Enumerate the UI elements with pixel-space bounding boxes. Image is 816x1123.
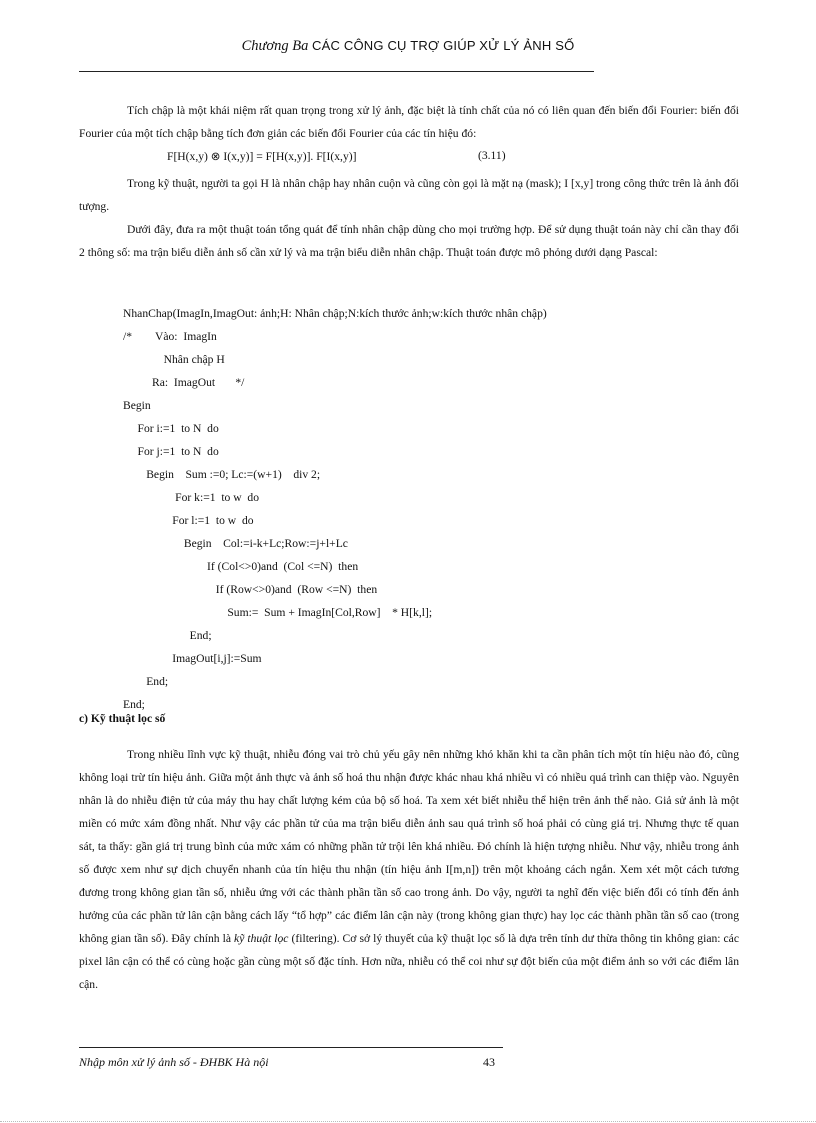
paragraph-convolution: Tích chập là một khái niệm rất quan trọng trong xử lý ảnh, đặc biệt là tính chất của nó có liên quan đến biến đổi Fourier: biến đổi Fourier của một tích chập bằng tích đơn giản các biến đổi Fourier của các tín hiệu đó: [79,104,739,140]
code-line: End; [123,698,145,711]
chapter-title: CÁC CÔNG CỤ TRỢ GIÚP XỬ LÝ ẢNH SỐ [312,38,575,53]
paragraph-kernel: Trong kỹ thuật, người ta gọi H là nhân chập hay nhân cuộn và cũng còn gọi là mặt nạ (mask); I [x,y] trong công thức trên là ảnh đối tượng. [79,177,739,213]
formula: F[H(x,y) ⊗ I(x,y)] = F[H(x,y)]. F[I(x,y)] [167,150,357,163]
formula-number: (3.11) [478,149,506,162]
code-line: If (Row<>0)and (Row <=N) then [123,583,378,596]
footer-text: Nhập môn xử lý ảnh số - ĐHBK Hà nội [79,1055,269,1069]
paragraph-text-b: (filtering). Cơ sở lý thuyết của kỹ thuật lọc số là dựa trên tính dư thừa thông tin không gian: các pixel lân cận có thể có cùng hoặc gần cùng một số đặc tính. Hơn nữa, nhiễu có thể coi như sự đột biến của một điểm ảnh so với các điểm lân cận. [79,932,739,991]
code-line: For k:=1 to w do [123,491,260,504]
code-line: End; [123,629,212,642]
chapter-label: Chương Ba [241,38,309,54]
intro-block [79,99,739,145]
code-line: Ra: ImagOut */ [123,376,245,389]
page-number: 43 [483,1055,495,1069]
paragraph-text-a: Trong nhiều lĩnh vực kỹ thuật, nhiễu đóng vai trò chủ yếu gây nên những khó khăn khi ta cần phân tích một tín hiệu nào đó, cũng không loại trừ tín hiệu ảnh. Giữa một ảnh thực và ảnh số hoá thu nhận được khác nhau khá nhiều vì có nhiều quá trình can thiệp vào. Nguyên nhân là do nhiễu điện tử của máy thu hay chất lượng kém của bộ số hoá. Ta xem xét biết nhiễu thể hiện trên ảnh thế nào. Giả sử ảnh là một miền có mức xám đồng nhất. Như vậy các phần tử của ma trận biểu diễn ảnh sau quá trình số hoá phải có cùng giá trị. Nhưng thực tế quan sát, ta thấy: gần giá trị trung bình của mức xám có những phần tử trội lên khá nhiều. Đó chính là hiện tượng nhiễu. Như vậy, nhiễu trong ảnh số được xem như sự dịch chuyển nhanh của tín hiệu thu nhận (tín hiệu ảnh I[m,n]) trên một khoảng cách ngắn. Xem xét một cách tương đương trong không gian tần số, nhiễu ứng với các thành phần tần số cao trong ảnh. Do vậy, người ta nghĩ đến việc biến đổi có tính đến ảnh hưởng của các phần tử lân cận bằng cách lấy “tổ hợp” các điểm lân cận này (trong không gian thực) hay lọc các thành phần tần số cao (trong không gian tần số). Đây chính là [79,748,739,945]
algorithm-block [79,218,739,264]
footer-rule [79,1047,503,1048]
code-line: Nhân chập H [123,353,225,366]
code-line: /* Vào: ImagIn [123,330,217,343]
paragraph-filtering [79,743,739,996]
page-header [0,38,816,55]
emphasis-filtering: kỹ thuật lọc [234,932,289,945]
code-line: NhanChap(ImagIn,ImagOut: ảnh;H: Nhân chập;N:kích thước ảnh;w:kích thước nhân chập) [123,307,547,320]
header-rule [79,71,594,72]
pascal-code [123,302,547,716]
page-edge [0,1121,816,1122]
code-line: For i:=1 to N do [123,422,219,435]
code-line: For j:=1 to N do [123,445,219,458]
paragraph-algorithm: Dưới đây, đưa ra một thuật toán tổng quát để tính nhân chập dùng cho mọi trường hợp. Để sử dụng thuật toán này chỉ cần thay đổi 2 thông số: ma trận biểu diễn ảnh số cần xử lý và ma trận biểu diễn nhân chập. Thuật toán được mô phỏng dưới dạng Pascal: [79,223,739,259]
code-line: If (Col<>0)and (Col <=N) then [123,560,359,573]
code-line: Begin Col:=i-k+Lc;Row:=j+l+Lc [123,537,348,550]
code-line: Begin [123,399,151,412]
code-line: Sum:= Sum + ImagIn[Col,Row] * H[k,l]; [123,606,433,619]
code-line: ImagOut[i,j]:=Sum [123,652,262,665]
section-heading: c) Kỹ thuật lọc số [79,712,166,725]
filtering-block [79,743,739,996]
code-line: For l:=1 to w do [123,514,254,527]
code-line: End; [123,675,169,688]
kernel-block [79,172,739,218]
code-line: Begin Sum :=0; Lc:=(w+1) div 2; [123,468,321,481]
